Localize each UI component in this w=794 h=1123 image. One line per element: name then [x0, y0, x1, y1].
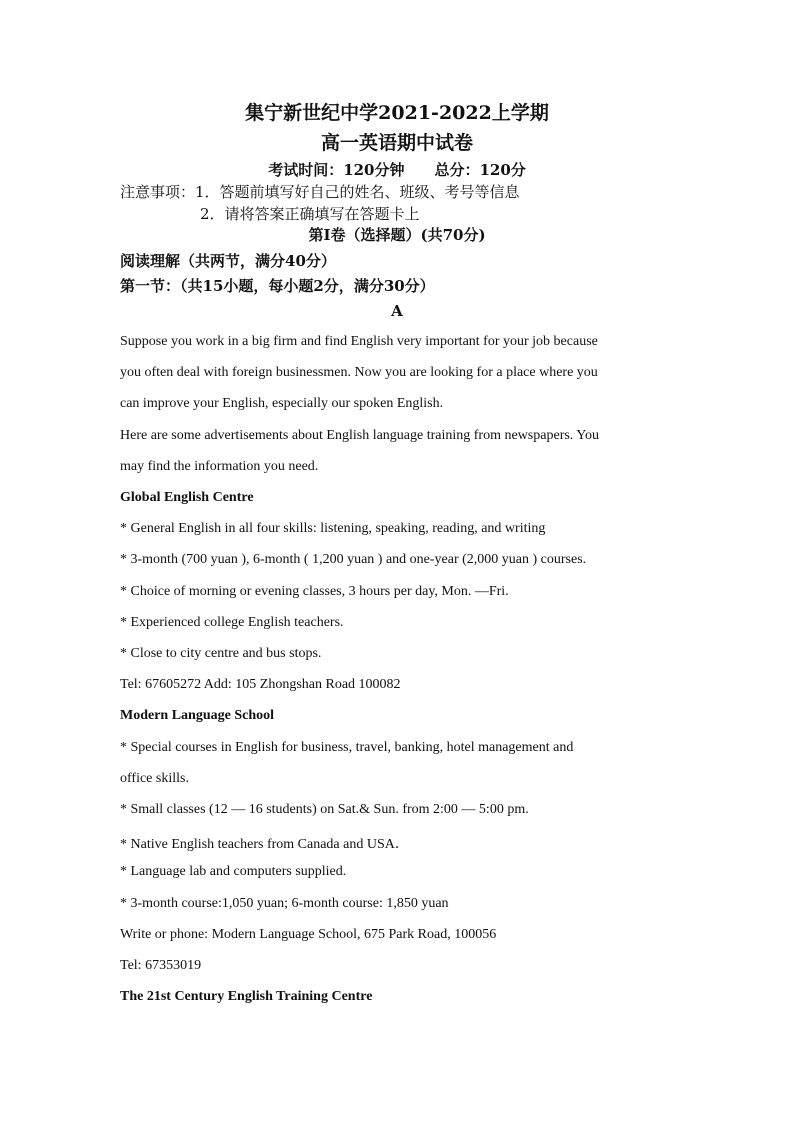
reading-heading: 阅读理解（共两节，满分40分）: [120, 252, 336, 270]
ad-line: * Native English teachers from Canada and USA．: [120, 837, 409, 852]
notes-line-2: 2．请将答案正确填写在答题卡上: [200, 205, 420, 223]
ad-phone: Tel: 67353019: [120, 958, 202, 973]
ad-contact: Tel: 67605272 Add: 105 Zhongshan Road 100082: [120, 677, 401, 692]
intro-line: you often deal with foreign businessmen. Now you are looking for a place where you: [120, 365, 598, 380]
ad-line: office skills.: [120, 771, 189, 786]
part1-heading: 第一节：（共15小题，每小题2分，满分30分）: [120, 277, 435, 295]
ad-line: * Special courses in English for business, travel, banking, hotel management and: [120, 740, 574, 755]
intro-line: may find the information you need.: [120, 459, 319, 474]
volume-heading: 第I卷（选择题）(共70分): [308, 226, 486, 244]
school-title: 集宁新世纪中学2021-2022上学期: [245, 102, 549, 124]
intro-line: Suppose you work in a big firm and find English very important for your job because: [120, 334, 598, 349]
ad-line: * Experienced college English teachers.: [120, 615, 344, 630]
ad-line: * General English in all four skills: listening, speaking, reading, and writing: [120, 521, 546, 536]
ad-line: * Close to city centre and bus stops.: [120, 646, 322, 661]
passage-label: A: [391, 302, 403, 320]
ad-line: * Small classes (12 — 16 students) on Sat.& Sun. from 2:00 — 5:00 pm.: [120, 802, 529, 817]
ad-title-modern-language: Modern Language School: [120, 708, 275, 723]
ad-line: * 3-month (700 yuan ), 6-month ( 1,200 yuan ) and one-year (2,000 yuan ) courses.: [120, 552, 587, 567]
ad-title-global-english: Global English Centre: [120, 490, 254, 505]
intro-line: Here are some advertisements about English language training from newspapers. You: [120, 428, 599, 443]
ad-line: * Language lab and computers supplied.: [120, 864, 347, 879]
intro-line: can improve your English, especially our spoken English.: [120, 396, 444, 411]
ad-line: * 3-month course:1,050 yuan; 6-month course: 1,850 yuan: [120, 896, 449, 911]
notes-line-1: 注意事项：1．答题前填写好自己的姓名、班级、考号等信息: [120, 183, 520, 201]
ad-line: * Choice of morning or evening classes, 3 hours per day, Mon. —Fri.: [120, 584, 509, 599]
ad-title-21st-century: The 21st Century English Training Centre: [120, 989, 373, 1004]
ad-contact: Write or phone: Modern Language School, 675 Park Road, 100056: [120, 927, 497, 942]
exam-time-score: 考试时间：120分钟 总分：120分: [268, 161, 526, 179]
exam-title: 高一英语期中试卷: [320, 132, 473, 154]
